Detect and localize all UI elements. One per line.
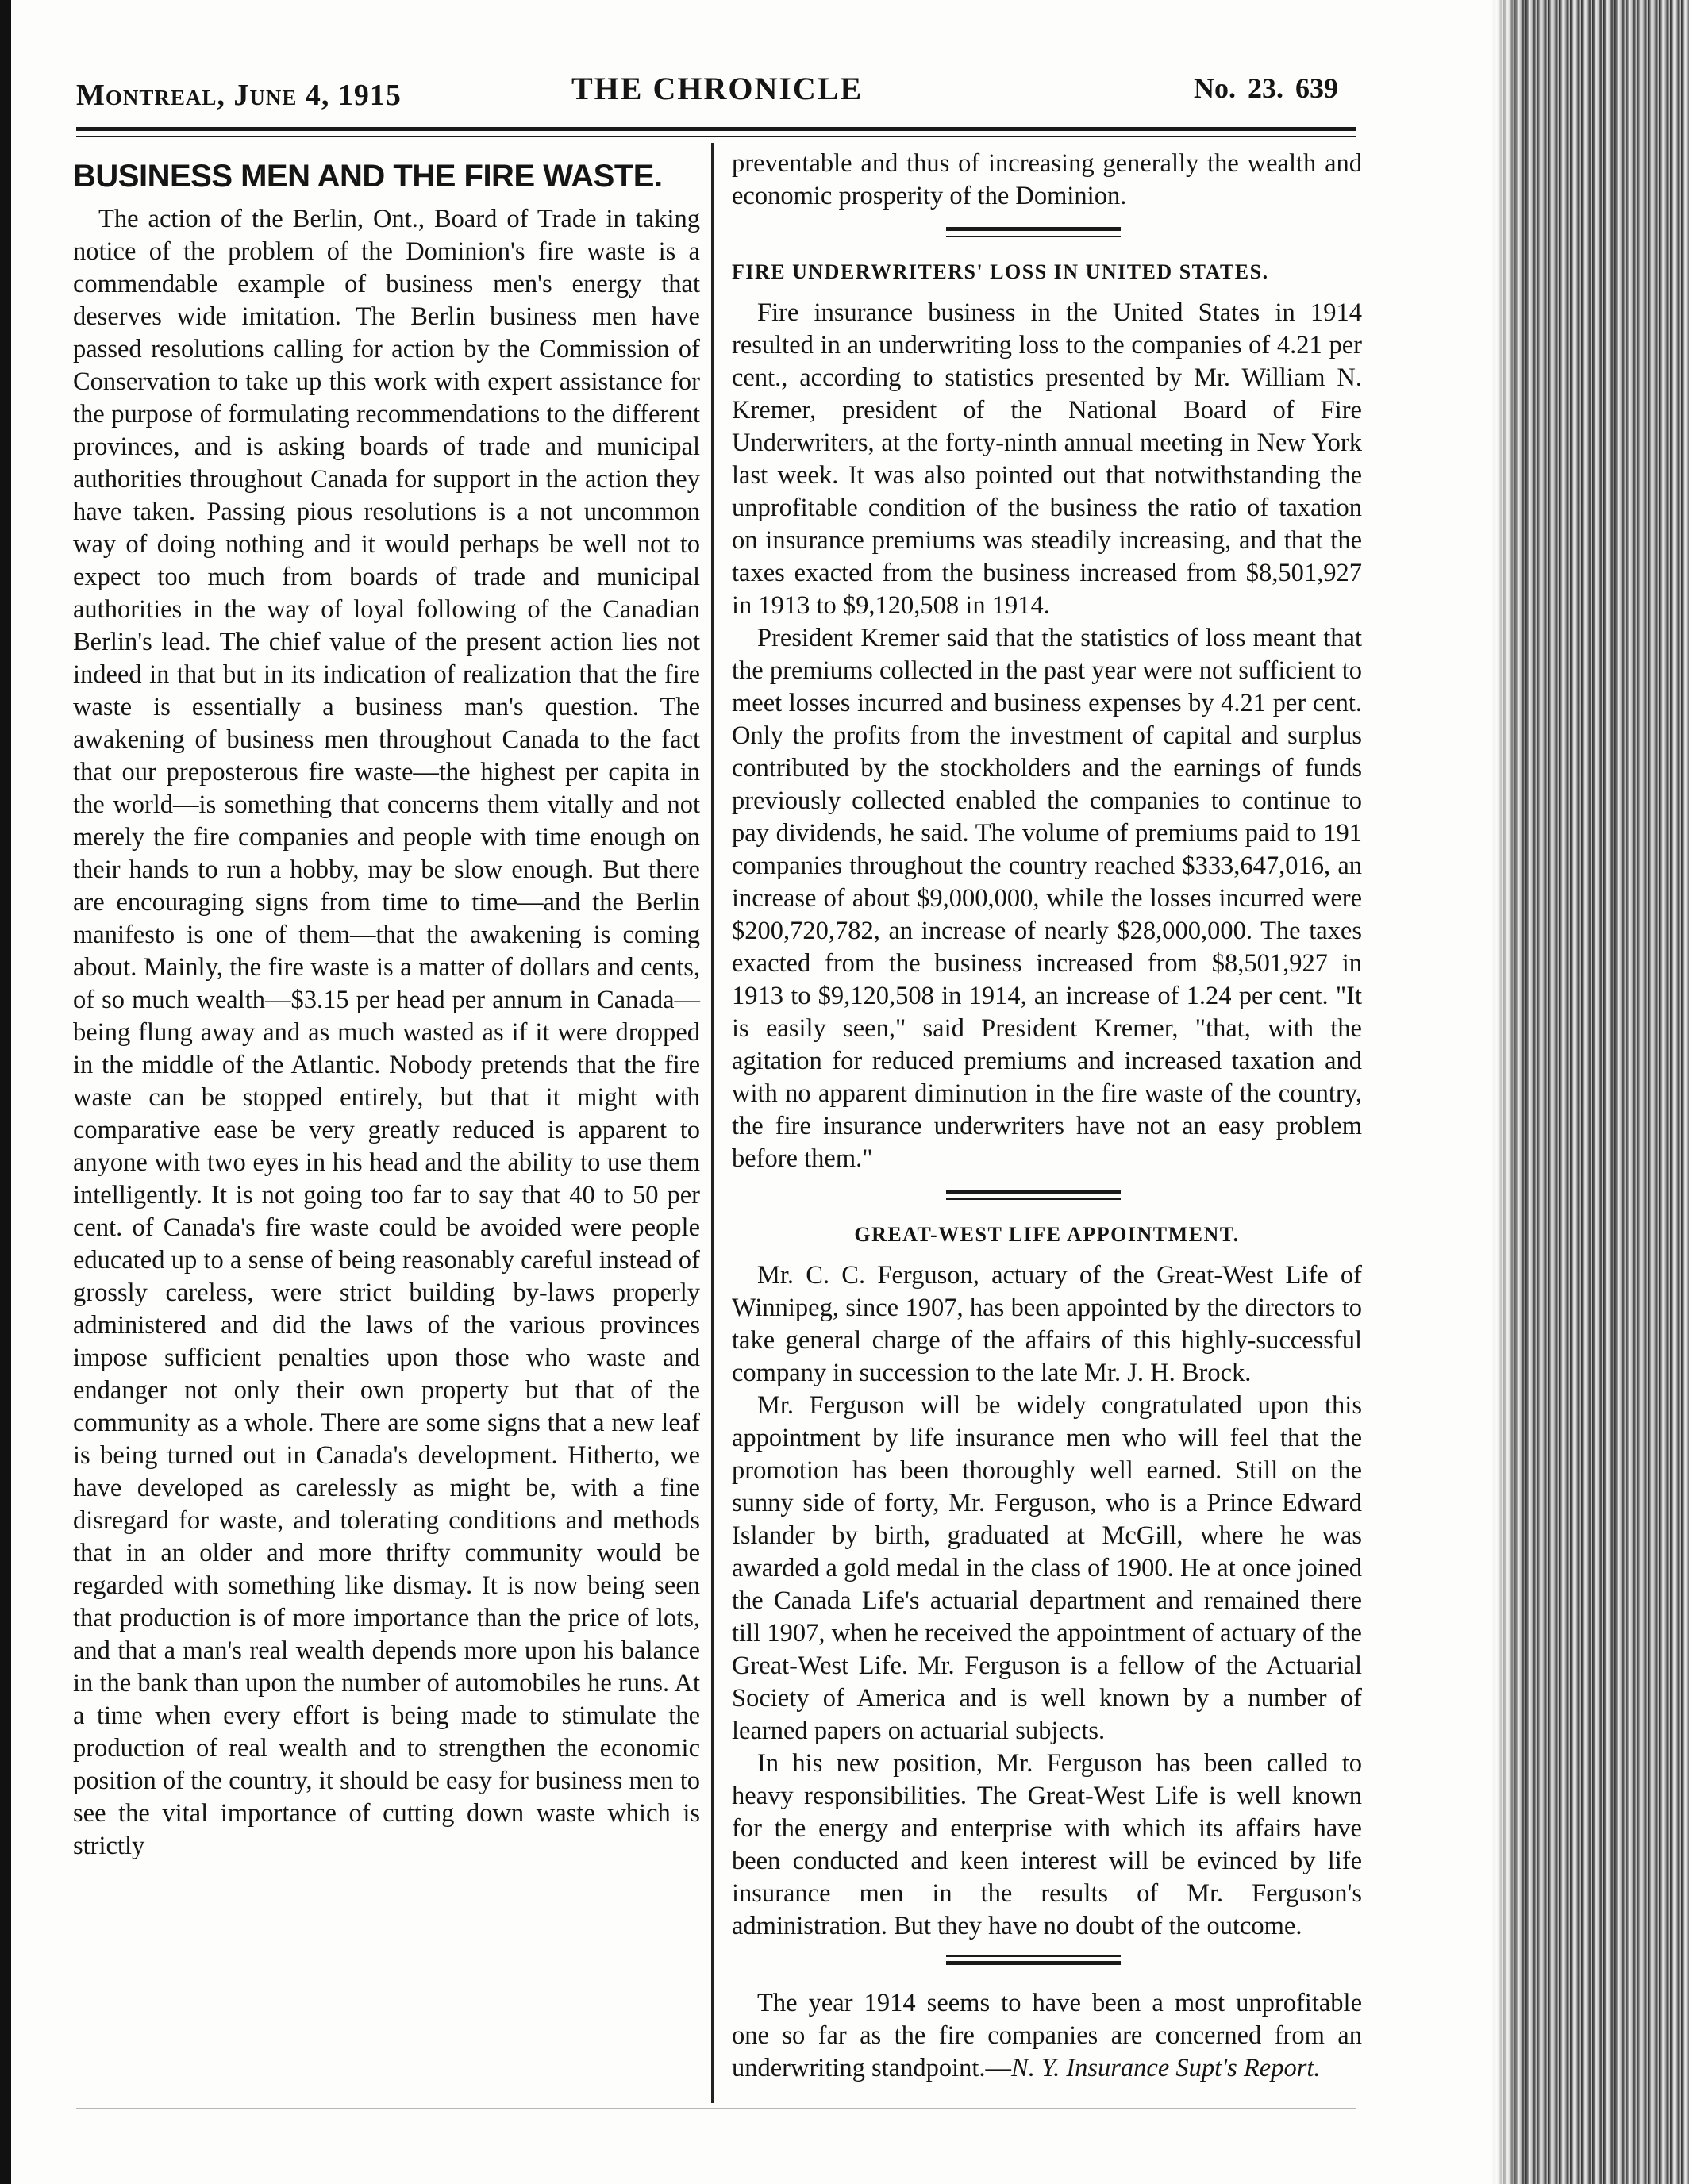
article-paragraph: Fire insurance business in the United States in 1914 resulted in an underwriting loss to the companies of 4.21 per cent., according to statistics presented by Mr. William N. Kremer, president of the National Board of Fire Underwriters, at the forty-ninth annual meeting in New York last week. It was also pointed out that notwithstanding the unprofitable condition of the business the ratio of taxation on insurance premiums was steadily increasing, and that the taxes exacted from the business increased from $8,501,927 in 1913 to $9,120,508 in 1914. xyxy=(732,298,1362,620)
section-separator xyxy=(732,213,1362,259)
article-title-fire-waste: BUSINESS MEN AND THE FIRE WASTE. xyxy=(73,159,663,194)
article-continuation: preventable and thus of increasing generally the wealth and economic prosperity of the Dominion. xyxy=(732,149,1362,210)
issue-and-page-number: No. 23. 639 xyxy=(1194,72,1338,104)
article-paragraph: The action of the Berlin, Ont., Board of Trade in taking notice of the problem of the Dominion's fire waste is a commendable example of business men's energy that deserves wide imitation. The Berlin business men have passed resolutions calling for action by the Commission of Conservation to take up this work with expert assistance for the purpose of formulating recommendations to the different provinces, and is asking boards of trade and municipal authorities throughout Canada for support in the action they have taken. Passing pious resolutions is a not uncommon way of doing nothing and it would perhaps be well not to expect too much from boards of trade and municipal authorities in the way of loyal following of the Canadian Berlin's lead. The chief value of the present action lies not indeed in that but in its indication of realization that the fire waste is essentially a business man's question. The awakening of business men throughout Canada to the fact that our preposterous fire waste—the highest per capita in the world—is something that concerns them vitally and not merely the fire companies and people with time enough on their hands to run a hobby, may be slow enough. But there are encouraging signs from time to time—and the Berlin manifesto is one of them—that the awakening is coming about. Mainly, the fire waste is a matter of dollars and cents, of so much wealth—$3.15 per head per annum in Canada—being flung away and as much wasted as if it were dropped in the middle of the Atlantic. Nobody pretends that the fire waste can be stopped entirely, but that it might with comparative ease be very greatly reduced is apparent to anyone with two eyes in his head and the ability to use them intelligently. It is not going too far to say that 40 to 50 per cent. of Canada's fire waste could be avoided were people educated up to a sense of being reasonably careful instead of grossly careless, were strict building by-laws properly administered and did the laws of the various provinces impose sufficient penalties upon those who waste and endanger not only their own property but that of the community as a whole. There are some signs that a new leaf is being turned out in Canada's development. Hitherto, we have developed as carelessly as might be, with a fine disregard for waste, and tolerating conditions and methods that in an older and more thrifty community would be regarded with something like dismay. It is now being seen that production is of more importance than the price of lots, and that a man's real wealth depends more upon his balance in the bank than upon the number of automobiles he runs. At a time when every effort is being made to stimulate the production of real wealth and to strengthen the economic position of the country, it should be easy for business men to see the vital importance of cutting down waste which is strictly xyxy=(73,205,700,1860)
header-dateline: Montreal, June 4, 1915 xyxy=(76,79,402,112)
article-title-great-west-life: GREAT-WEST LIFE APPOINTMENT. xyxy=(854,1223,1240,1246)
closing-note xyxy=(732,1987,1362,2085)
article-paragraph: In his new position, Mr. Ferguson has been called to heavy responsibilities. The Great-West Life is well known for the energy and enterprise with which its affairs have been conducted and keen interest will be evinced by life insurance men in the results of Mr. Ferguson's administration. But they have no doubt of the outcome. xyxy=(732,1749,1362,1940)
page-header xyxy=(0,0,1492,151)
page-left-edge xyxy=(0,0,11,2184)
closing-note-source: N. Y. Insurance Supt's Report. xyxy=(1011,2054,1321,2082)
masthead-title: THE CHRONICLE xyxy=(571,71,864,106)
page-bottom-rule xyxy=(76,2108,1356,2109)
left-column xyxy=(73,157,700,1863)
section-separator xyxy=(732,1943,1362,1987)
column-divider xyxy=(711,143,714,2103)
article-paragraph: President Kremer said that the statistics of loss meant that the premiums collected in the past year were not sufficient to meet losses incurred and business expenses by 4.21 per cent. Only the profits from the investment of capital and surplus contributed by the stockholders and the earnings of funds previously collected enabled the companies to continue to pay dividends, he said. The volume of premiums paid to 191 companies throughout the country reached $333,647,016, an increase of about $9,000,000, while the losses incurred were $200,720,782, an increase of nearly $28,000,000. The taxes exacted from the business increased from $8,501,927 in 1913 to $9,120,508 in 1914, an increase of 1.24 per cent. "It is easily seen," said President Kremer, "that, with the agitation for reduced premiums and increased taxation and with no apparent diminution in the fire waste of the country, the fire insurance underwriters have not an easy problem before them." xyxy=(732,624,1362,1173)
section-separator xyxy=(732,1175,1362,1221)
article-paragraph: Mr. C. C. Ferguson, actuary of the Great-West Life of Winnipeg, since 1907, has been appointed by the directors to take general charge of the affairs of this highly-successful company in succession to the late Mr. J. H. Brock. xyxy=(732,1261,1362,1387)
closing-note-text: The year 1914 seems to have been a most unprofitable one so far as the fire companies are concerned from an underwriting standpoint.— xyxy=(732,1989,1362,2082)
header-rule-thin xyxy=(76,136,1356,137)
book-page-edges xyxy=(1492,0,1689,2184)
article-paragraph: Mr. Ferguson will be widely congratulated upon this appointment by life insurance men who will feel that the promotion has been thoroughly well earned. Still on the sunny side of forty, Mr. Ferguson, who is a Prince Edward Islander by birth, graduated at McGill, where he was awarded a gold medal in the class of 1900. He at once joined the Canada Life's actuarial department and remained there till 1907, when he received the appointment of actuary of the Great-West Life. Mr. Ferguson is a fellow of the Actuarial Society of America and is well known by a number of learned papers on actuarial subjects. xyxy=(732,1391,1362,1745)
header-rule-thick xyxy=(76,127,1356,131)
book-edge-shadow xyxy=(1492,0,1521,2184)
article-title-underwriters-loss: FIRE UNDERWRITERS' LOSS IN UNITED STATES. xyxy=(732,260,1269,283)
right-column xyxy=(732,148,1362,2085)
